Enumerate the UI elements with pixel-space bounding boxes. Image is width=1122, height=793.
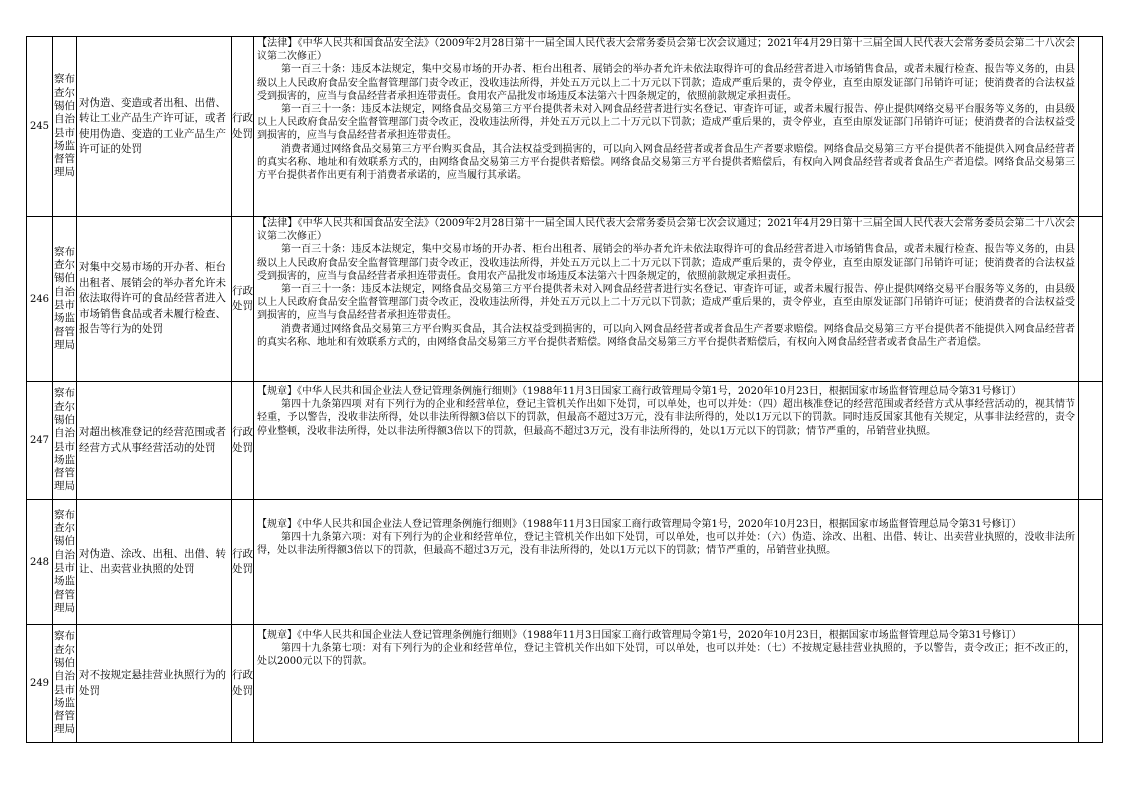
table-row [27, 37, 1103, 217]
department-cell: 察布查尔锡伯自治县市场监督管理局 [53, 625, 77, 743]
remark-cell [1079, 217, 1103, 382]
legal-basis-cell [254, 625, 1079, 743]
row-number: 248 [27, 500, 53, 625]
item-name-cell: 对伪造、涂改、出租、出借、转让、出卖营业执照的处罚 [77, 500, 232, 625]
legal-basis-cell [254, 382, 1079, 500]
type-cell: 行政处罚 [232, 382, 254, 500]
item-name-cell: 对超出核准登记的经营范围或者经营方式从事经营活动的处罚 [77, 382, 232, 500]
basis-paragraph: 消费者通过网络食品交易第三方平台购买食品，其合法权益受到损害的，可以向入网食品经营者或者食品生产者要求赔偿。网络食品交易第三方平台提供者不能提供入网食品经营者的真实名称、地址和有效联系方式的，由网络食品交易第三方平台提供者赔偿。网络食品交易第三方平台提供者赔偿后，有权向入网食品经营者或者食品生产者追偿。 [257, 323, 1075, 348]
basis-paragraph: 【法律】《中华人民共和国食品安全法》（2009年2月28日第十一届全国人民代表大会常务委员会第七次会议通过；2021年4月29日第十三届全国人民代表大会常务委员会第二十八次会议第二次修正） [257, 218, 1075, 243]
department-cell: 察布查尔锡伯自治县市场监督管理局 [53, 382, 77, 500]
type-cell: 行政处罚 [232, 217, 254, 382]
row-number: 247 [27, 382, 53, 500]
row-number: 245 [27, 37, 53, 217]
table-row [27, 217, 1103, 382]
table-row [27, 625, 1103, 743]
department-cell: 察布查尔锡伯自治县市场监督管理局 [53, 500, 77, 625]
basis-paragraph: 第四十九条第七项：对有下列行为的企业和经营单位，登记主管机关作出如下处罚，可以单处，也可以并处：（七）不按规定悬挂营业执照的，予以警告，责令改正；拒不改正的，处以2000元以下的罚款。 [257, 643, 1075, 668]
basis-paragraph: 【规章】《中华人民共和国企业法人登记管理条例施行细则》（1988年11月3日国家工商行政管理局令第1号，2020年10月23日，根据国家市场监督管理总局令第31号修订） [257, 386, 1022, 397]
department-cell: 察布查尔锡伯自治县市场监督管理局 [53, 217, 77, 382]
basis-paragraph: 【规章】《中华人民共和国企业法人登记管理条例施行细则》（1988年11月3日国家工商行政管理局令第1号，2020年10月23日，根据国家市场监督管理总局令第31号修订） [257, 630, 1022, 641]
item-name-cell: 对不按规定悬挂营业执照行为的处罚 [77, 625, 232, 743]
basis-paragraph: 第一百三十一条：违反本法规定，网络食品交易第三方平台提供者未对入网食品经营者进行实名登记、审查许可证，或者未履行报告、停止提供网络交易平台服务等义务的，由县级以上人民政府食品安全监督管理部门责令改正，没收违法所得，并处五万元以上二十万元以下罚款；造成严重后果的，责令停业，直至由原发证部门吊销许可证；使消费者的合法权益受到损害的，应当与食品经营者承担连带责任。 [257, 104, 1075, 142]
type-cell: 行政处罚 [232, 500, 254, 625]
type-cell: 行政处罚 [232, 625, 254, 743]
remark-cell [1079, 500, 1103, 625]
table-row [27, 500, 1103, 625]
basis-paragraph: 【规章】《中华人民共和国企业法人登记管理条例施行细则》（1988年11月3日国家工商行政管理局令第1号，2020年10月23日，根据国家市场监督管理总局令第31号修订） [257, 519, 1022, 530]
legal-basis-cell [254, 37, 1079, 217]
remark-cell [1079, 37, 1103, 217]
basis-paragraph: 【法律】《中华人民共和国食品安全法》（2009年2月28日第十一届全国人民代表大会常务委员会第七次会议通过；2021年4月29日第十三届全国人民代表大会常务委员会第二十八次会议第二次修正） [257, 38, 1075, 63]
remark-cell [1079, 382, 1103, 500]
legal-basis-cell [254, 217, 1079, 382]
basis-paragraph: 第四十九条第四项 对有下列行为的企业和经营单位，登记主管机关作出如下处罚，可以单处，也可以并处：（四）超出核准登记的经营范围或者经营方式从事经营活动的，视其情节轻重，予以警告，没收非法所得，处以非法所得额3倍以下的罚款，但最高不超过3万元，没有非法所得的，处以1万元以下的罚款。同时违反国家其他有关规定，从事非法经营的，责令停业整顿，没收非法所得，处以非法所得额3倍以下的罚款，但最高不超过3万元，没有非法所得的，处以1万元以下的罚款；情节严重的，吊销营业执照。 [257, 399, 1075, 437]
table-row [27, 382, 1103, 500]
basis-paragraph: 第一百三十一条：违反本法规定，网络食品交易第三方平台提供者未对入网食品经营者进行实名登记、审查许可证，或者未履行报告、停止提供网络交易平台服务等义务的，由县级以上人民政府食品安全监督管理部门责令改正，没收违法所得，并处五万元以上二十万元以下罚款；造成严重后果的，责令停业，直至由原发证部门吊销许可证；使消费者的合法权益受到损害的，应当与食品经营者承担连带责任。 [257, 284, 1075, 322]
basis-paragraph: 消费者通过网络食品交易第三方平台购买食品，其合法权益受到损害的，可以向入网食品经营者或者食品生产者要求赔偿。网络食品交易第三方平台提供者不能提供入网食品经营者的真实名称、地址和有效联系方式的，由网络食品交易第三方平台提供者赔偿。网络食品交易第三方平台提供者赔偿后，有权向入网食品经营者或者食品生产者追偿。网络食品交易第三方平台提供者作出更有利于消费者承诺的，应当履行其承诺。 [257, 143, 1075, 182]
row-number: 249 [27, 625, 53, 743]
penalty-table [26, 36, 1103, 743]
type-cell: 行政处罚 [232, 37, 254, 217]
legal-basis-cell [254, 500, 1079, 625]
basis-paragraph: 第四十九条第六项：对有下列行为的企业和经营单位，登记主管机关作出如下处罚，可以单处，也可以并处：（六）伪造、涂改、出租、出借、转让、出卖营业执照的，没收非法所得，处以非法所得额3倍以下的罚款，但最高不超过3万元，没有非法所得的，处以1万元以下的罚款；情节严重的，吊销营业执照。 [257, 532, 1075, 557]
basis-paragraph: 第一百三十条：违反本法规定，集中交易市场的开办者、柜台出租者、展销会的举办者允许未依法取得许可的食品经营者进入市场销售食品，或者未履行检查、报告等义务的，由县级以上人民政府食品安全监督管理部门责令改正，没收违法所得，并处五万元以上二十万元以下罚款；造成严重后果的，责令停业，直至由原发证部门吊销许可证；使消费者的合法权益受到损害的，应当与食品经营者承担连带责任。食用农产品批发市场违反本法第六十四条规定的，依照前款规定承担责任。 [257, 64, 1075, 102]
item-name-cell: 对伪造、变造或者出租、出借、转让工业产品生产许可证，或者使用伪造、变造的工业产品生产许可证的处罚 [77, 37, 232, 217]
basis-paragraph: 第一百三十条：违反本法规定，集中交易市场的开办者、柜台出租者、展销会的举办者允许未依法取得许可的食品经营者进入市场销售食品，或者未履行检查、报告等义务的，由县级以上人民政府食品安全监督管理部门责令改正，没收违法所得，并处五万元以上二十万元以下罚款；造成严重后果的，责令停业，直至由原发证部门吊销许可证；使消费者的合法权益受到损害的，应当与食品经营者承担连带责任。食用农产品批发市场违反本法第六十四条规定的，依照前款规定承担责任。 [257, 244, 1075, 282]
remark-cell [1079, 625, 1103, 743]
item-name-cell: 对集中交易市场的开办者、柜台出租者、展销会的举办者允许未依法取得许可的食品经营者进入市场销售食品或者未履行检查、报告等行为的处罚 [77, 217, 232, 382]
department-cell: 察布查尔锡伯自治县市场监督管理局 [53, 37, 77, 217]
row-number: 246 [27, 217, 53, 382]
